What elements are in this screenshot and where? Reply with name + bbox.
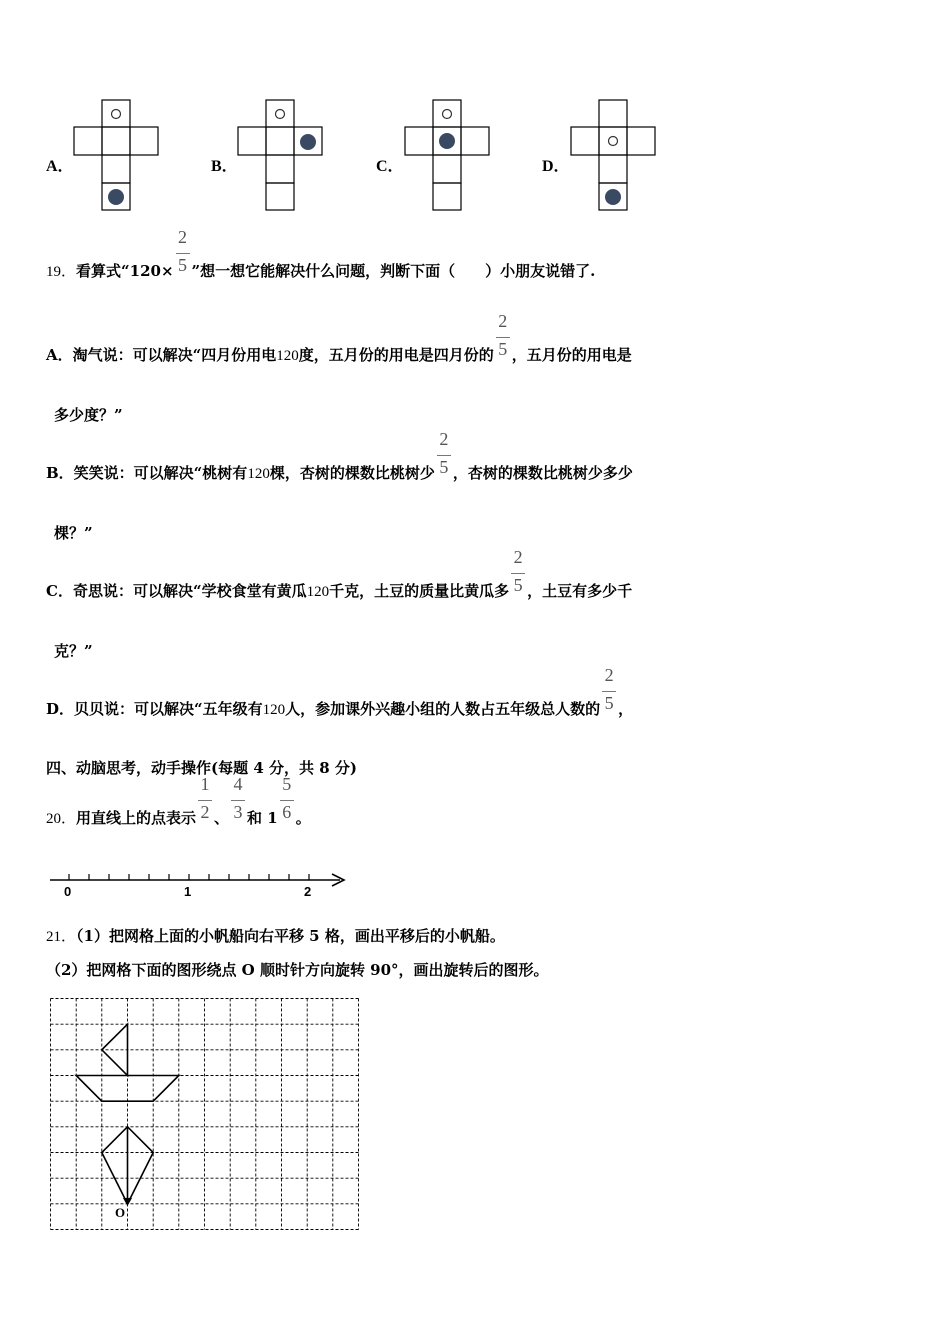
q19-option-b-continued: 棵？” [54, 524, 93, 542]
point-o-label: O [115, 1205, 126, 1220]
fraction: $\frac{1}{2}$ [198, 808, 212, 828]
dot-marker [605, 189, 621, 205]
dot-marker [300, 134, 316, 150]
cube-nets-figure [0, 0, 950, 230]
question-19 [46, 227, 596, 282]
ring-marker [609, 137, 618, 146]
option-a-label: A． [46, 158, 74, 175]
axis-label-0: 0 [64, 884, 72, 899]
question-21-part-1: 21．（1）把网格上面的小帆船向右平移 5 格，画出平移后的小帆船。 [46, 927, 505, 945]
drawing-grid [50, 998, 362, 1232]
q19-option-b: B．笑笑说：可以解决“桃树有120棵，杏树的棵数比桃树少 $\frac{2}{5}$ ，杏树的棵数比桃树少多少 [46, 429, 633, 482]
question-text: ”想一想它能解决什么问题，判断下面（ ）小朋友说错了. [191, 262, 596, 280]
question-text: 看算式“120× [76, 262, 174, 280]
q19-option-a-continued: 多少度？” [54, 406, 123, 424]
axis-label-1: 1 [184, 884, 192, 899]
fraction: $\frac{2}{5}$ [511, 581, 525, 601]
ring-marker [112, 110, 121, 119]
q19-option-c-continued: 克？” [54, 642, 93, 660]
ring-marker [276, 110, 285, 119]
q19-option-a: A．淘气说：可以解决“四月份用电120度，五月份的用电是四月份的 $\frac{2}{5}$ ，五月份的用电是 [46, 311, 632, 364]
option-c-label: C． [376, 158, 404, 175]
dot-marker [108, 189, 124, 205]
fraction: $\frac{5}{6}$ [280, 808, 294, 828]
q19-option-c: C．奇思说：可以解决“学校食堂有黄瓜120千克，土豆的质量比黄瓜多 $\frac{2}{5}$ ，土豆有多少千 [46, 547, 633, 600]
section-heading: 四、动脑思考，动手操作(每题 4 分，共 8 分) [46, 759, 357, 777]
option-b-label: B． [211, 158, 238, 175]
fraction: $\frac{2}{5}$ [437, 463, 451, 483]
fraction: $\frac{2}{5}$ [602, 699, 616, 719]
dot-marker [439, 133, 455, 149]
number-line [40, 862, 360, 902]
axis-label-2: 2 [304, 884, 312, 899]
ring-marker [443, 110, 452, 119]
fraction: $\frac{2}{5}$ [496, 345, 510, 365]
question-number: 19． [46, 264, 77, 280]
option-d-label: D． [542, 158, 570, 175]
question-20: 20．用直线上的点表示 $\frac{1}{2}$ 、 $\frac{4}{3}$ 和 1 $\frac{5}{6}$ 。 [46, 774, 311, 827]
kite-shape [102, 1127, 153, 1204]
q19-option-d: D．贝贝说：可以解决“五年级有120人，参加课外兴趣小组的人数占五年级总人数的 $\frac{2}{5}$ ， [46, 665, 634, 718]
fraction: $\frac{2}{5}$ [176, 261, 190, 281]
question-21-part-2: （2）把网格下面的图形绕点 O 顺时针方向旋转 90°，画出旋转后的图形。 [46, 961, 549, 979]
fraction: $\frac{4}{3}$ [231, 808, 245, 828]
